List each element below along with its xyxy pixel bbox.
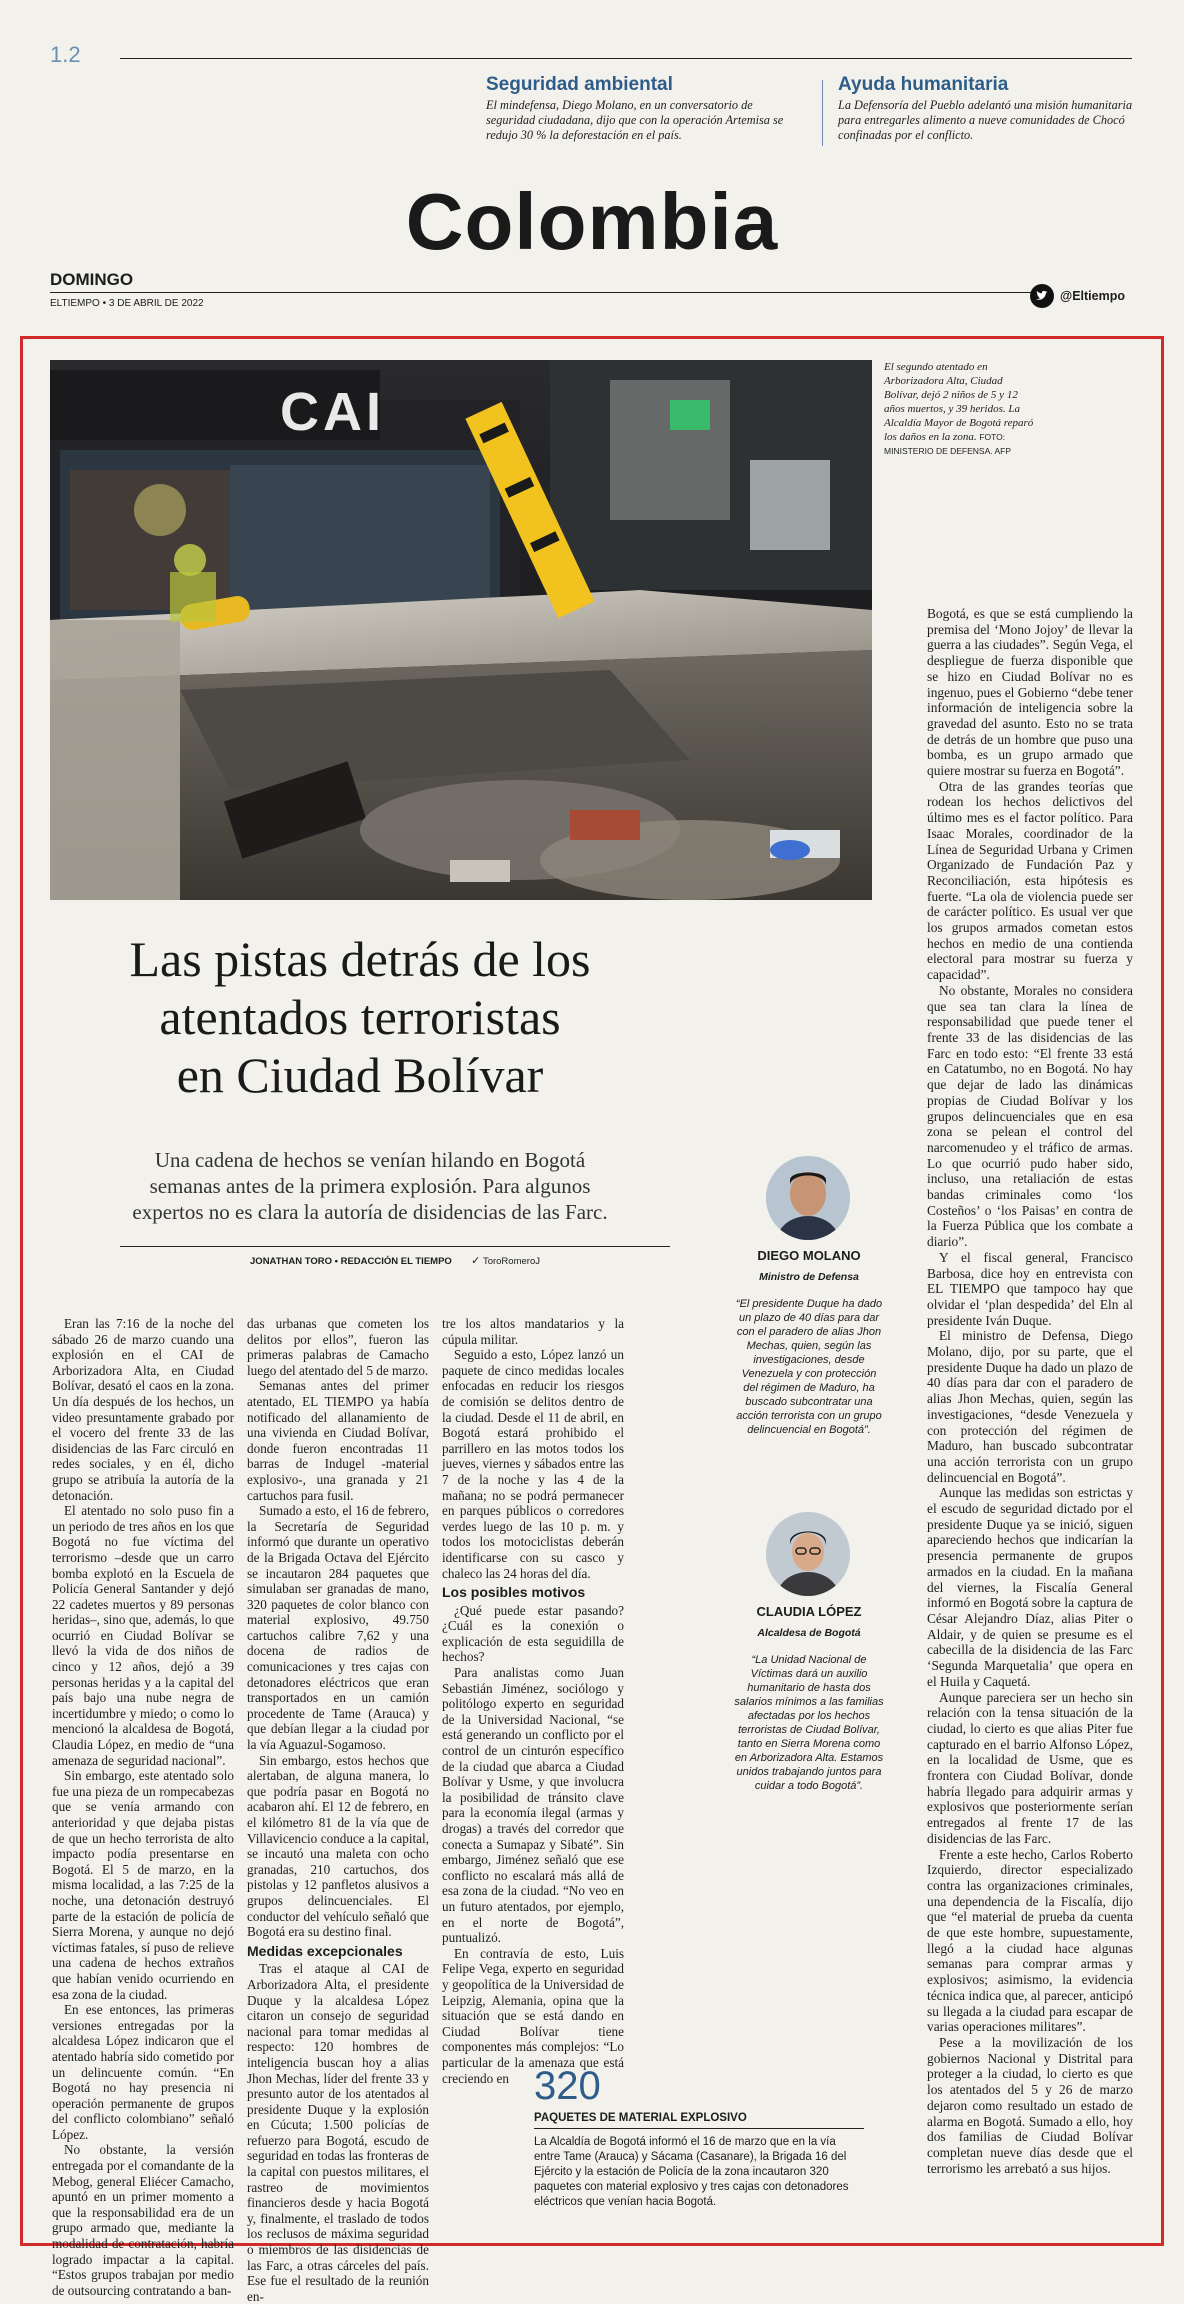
twitter-handle-block[interactable] — [1030, 284, 1125, 308]
body-column-2 — [247, 1316, 429, 2304]
article-headline — [40, 930, 680, 1104]
subhead-medidas: Medidas excepcionales — [247, 1942, 403, 1959]
body-paragraph: Y el fiscal general, Francisco Barbosa, dice hoy en entrevista con EL TIEMPO que tampoco hay que olvidar el ‘plan despedida’ del Eln al presidente Iván Duque. — [927, 1249, 1133, 1328]
body-column-1 — [52, 1316, 234, 2298]
teaser-2-text: La Defensoría del Pueblo adelantó una misión humanitaria para entregarles alimento a nueve comunidades de Chocó confinadas por el conflicto. — [838, 98, 1133, 142]
byline-twitter-handle[interactable]: ToroRomeroJ — [482, 1256, 540, 1267]
body-paragraph: En ese entonces, las primeras versiones entregadas por la alcaldesa López indicaron que el atentado habría sido cometido por un delincuente común. “En Bogotá no hay presencia ni operación permanente de grupos del conflicto colombiano” señaló López. — [52, 2002, 234, 2142]
quote-molano-name: DIEGO MOLANO — [757, 1248, 861, 1263]
teaser-1-text: El mindefensa, Diego Molano, en un conversatorio de seguridad ciudadana, dijo que con la operación Artemisa se redujo 30 % la deforestación en el país. — [486, 98, 784, 142]
teaser-divider — [822, 80, 823, 146]
body-column-3 — [442, 1316, 624, 2086]
stat-rule — [534, 2128, 864, 2129]
photo-credit: FOTO: MINISTERIO DE DEFENSA. AFP — [884, 432, 1012, 456]
byline — [120, 1254, 670, 1267]
body-paragraph: Frente a este hecho, Carlos Roberto Izquierdo, director especializado contra las organizaciones criminales, una dependencia de la Fiscalía, dijo que “el material de prueba da cuenta de que este hombre, supuestamente, llegó a la ciudad hace algunas semanas para comprar armas y explosivos; asimismo, la evidencia técnica indica que, al parecer, anticipó su llegada a la ciudad para escapar de varias operaciones militares”. — [927, 1846, 1133, 2035]
dateline: ELTIEMPO • 3 DE ABRIL DE 2022 — [50, 298, 204, 309]
byline-rule — [120, 1246, 670, 1247]
body-paragraph: Eran las 7:16 de la noche del sábado 26 de marzo cuando una explosión en el CAI de Arborizadora Alta, en Ciudad Bolívar, desató el caos en la zona. Un día después de los hechos, un video presuntamente grabado por el vocero del frente 33 de las disidencias de las Farc circuló en redes sociales, y en él, dicho grupo se atribuía la autoría de la detonación. — [52, 1316, 234, 1503]
body-paragraph: Para analistas como Juan Sebastián Jiménez, sociólogo y politólogo experto en seguridad de la Universidad Nacional, “se está generando un conflicto por el control de un cinturón específico de la ciudad que abarca a Ciudad Bolívar y Usme, y que involucra la posibilidad de tránsito clave para la economía ilegal (armas y drogas) a través del corredor que conecta a Sumapaz y Sibaté”. Sin embargo, Jiménez señaló que ese conflicto no escalará más allá de esa zona de la ciudad. “No veo en un futuro atentados, por ejemplo, en el norte de Bogotá”, puntualizó. — [442, 1665, 624, 1946]
teaser-1 — [486, 74, 786, 143]
body-paragraph: das urbanas que cometen los delitos por ellos”, fueron las primeras palabras de Camacho luego del atentado del 5 de marzo. — [247, 1316, 429, 1378]
photo-caption — [884, 360, 1034, 458]
headline-line-2: atentados terroristas — [159, 989, 561, 1045]
cai-damage-scene-image — [50, 360, 872, 900]
body-paragraph: Sin embargo, estos hechos que alertaban, de alguna manera, lo que podría pasar en Bogotá no acabaron ahí. El 12 de febrero, en el kilómetro 81 de la vía que de Villavicencio conduce a la capital, se incautó una maleta con ocho granadas, 210 cartuchos, dos pistolas y 12 panfletos alusivos a grupos delincuenciales. El conductor del vehículo señaló que Bogotá era su destino final. — [247, 1752, 429, 1940]
quote-lopez-role: Alcaldesa de Bogotá — [757, 1627, 861, 1639]
body-paragraph: En contravía de esto, Luis Felipe Vega, experto en seguridad y geopolítica de la Universidad de Leipzig, Alemania, opina que la situación que se está dando en Ciudad Bolívar tiene componentes más complejos: “Lo particular de la amenaza que está creciendo en — [442, 1945, 624, 2086]
quote-lopez-name: CLAUDIA LÓPEZ — [756, 1604, 862, 1619]
body-paragraph: Otra de las grandes teorías que rodean los hechos delictivos del último mes es el factor político. Para Isaac Morales, coordinador de la Línea de Seguridad Urbana y Crimen Organizado de Fundación Paz y Reconciliación, esta hipótesis es fuerte. “La ola de violencia puede ser de carácter político. Es usual ver que los grupos armados cometan estos hechos en medio de una contienda electoral para mostrar su fuerza y capacidad”. — [927, 778, 1133, 983]
avatar-diego-molano — [766, 1156, 850, 1240]
headline-line-3: en Ciudad Bolívar — [176, 1047, 544, 1103]
body-paragraph: Sin embargo, este atentado solo fue una pieza de un rompecabezas que se venía armando con anterioridad y que dejaba pistas de que un hecho terrorista de alto impacto podía presentarse en Bogotá. El 5 de marzo, en la misma localidad, a las 7:25 de la noche, una detonación destruyó parte de la estación de policía de Sierra Morena, y aunque no dejó víctimas fatales, sí puso de relieve una cadena de hechos extraños que habían venido ocurriendo en esa zona de la ciudad. — [52, 1768, 234, 2002]
lead-photo — [50, 360, 872, 900]
body-paragraph: Semanas antes del primer atentado, EL TIEMPO ya había notificado del allanamiento de una vivienda en Ciudad Bolívar, donde fueron encontradas 11 barras de Indugel -material explosivo-, una granada y 21 cartuchos para fusil. — [247, 1378, 429, 1503]
quote-molano — [734, 1248, 884, 1437]
avatar-claudia-lopez — [766, 1512, 850, 1596]
body-paragraph: El atentado no solo puso fin a un periodo de tres años en los que Bogotá no fue víctima del terrorismo –desde que un carro bomba explotó en la Escuela de Policía General Santander y dejó 22 cadetes muertos y 89 personas heridas–, sino que, además, lo que ocurrió en Ciudad Bolívar se llevó la vida de dos niños de cinco y 12 años, dejó a 39 personas heridas y a la capital del país bajo una nube negra de incertidumbre y miedo; o como lo mencionó la alcaldesa de Bogotá, Claudia López, en medio de “una amenaza de seguridad nacional”. — [52, 1503, 234, 1768]
stat-label: PAQUETES DE MATERIAL EXPLOSIVO — [534, 2112, 747, 2124]
quote-lopez-text: “La Unidad Nacional de Víctimas dará un auxilio humanitario de hasta dos salarios mínimos a las familias afectadas por los hechos terroristas de Ciudad Bolívar, tanto en Sierra Morena como en Arborizadora Alta. Estamos unidos trabajando juntos para cuidar a todo Bogotá”. — [734, 1654, 884, 1792]
teaser-2 — [838, 74, 1138, 143]
subhead-motivos: Los posibles motivos — [442, 1584, 586, 1601]
body-paragraph: ¿Qué puede estar pasando? ¿Cuál es la conexión o explicación de esta seguidilla de hechos? — [442, 1602, 624, 1665]
section-title: Colombia — [405, 177, 779, 266]
body-paragraph: Tras el ataque al CAI de Arborizadora Alta, el presidente Duque y la alcaldesa López citaron un consejo de seguridad nacional para tomar medidas al respecto: 120 hombres de inteligencia buscan hoy a alias Jhon Mechas, líder del frente 33 y presunto autor de los atentados al presidente Duque y la explosión en Cúcuta; 1.500 policías de refuerzo para Bogotá, escudo de seguridad en todas las fronteras de la capital con puestos militares, el rastreo de movimientos financieros desde y hacia Bogotá y, finalmente, el traslado de todos los reclusos de máxima seguridad o miembros de las disidencias de las Farc, a otras cárceles del país. Ese fue el resultado de la reunión en- — [247, 1961, 429, 2304]
body-paragraph: No obstante, Morales no considera que sea tan clara la línea de responsabilidad que puede tener el frente 33 de las disidencias de las Farc en todo esto: “El frente 33 está en Catatumbo, no en Bogotá. No hay que dejar de lado las dinámicas propias de Ciudad Bolívar y los grupos delincuenciales que en esa zona se pelean el control del narcomenudeo y el tráfico de armas. Lo que ocurrió pudo haber sido, incluso, una retaliación de estas bandas criminales como ‘los Costeños’ o ‘los Paisas’ en contra de la Fuerza Pública que los combate a diario”. — [927, 982, 1133, 1250]
deck-line-3: expertos no es clara la autoría de disidencias de las Farc. — [132, 1200, 608, 1224]
body-paragraph: El ministro de Defensa, Diego Molano, dijo, por su parte, que el presidente Duque ha dado un plazo de 40 días para dar con el paradero de alias Jhon Mechas, quien, según las investigaciones, “desde Venezuela y con protección del régimen de Maduro, han buscado subcontratar una acción terrorista con un grupo delincuencial en Bogotá”. — [927, 1328, 1133, 1485]
deck-line-1: Una cadena de hechos se venían hilando en Bogotá — [154, 1148, 586, 1172]
photo-caption-text: El segundo atentado en Arborizadora Alta, Ciudad Bolívar, dejó 2 niños de 5 y 12 años muertos, y 39 heridos. La Alcaldía Mayor de Bogotá reparó los daños en la zona. — [884, 361, 1034, 443]
cai-sign-text: CAI — [280, 382, 385, 442]
day-label: DOMINGO — [50, 270, 134, 289]
page-number: 1.2 — [50, 42, 81, 67]
quote-lopez — [734, 1604, 884, 1793]
stat-number: 320 — [534, 2064, 601, 2108]
stat-text: La Alcaldía de Bogotá informó el 16 de marzo que en la vía entre Tame (Arauca) y Sácama (Casanare), la Brigada 16 del Ejército y la estación de Policía de la zona incautaron 320 paquetes con material explosivo y tres cajas con detonadores eléctricos que venían hacia Bogotá. — [534, 2136, 849, 2208]
byline-twitter-icon: ✓ — [471, 1255, 481, 1267]
body-paragraph: No obstante, la versión entregada por el comandante de la Mebog, general Eliécer Camacho, apuntó en un primer momento a que la responsabilidad era de un grupo armado que, mediante la modalidad de contratación, habría logrado impactar a la capital. “Estos grupos trabajan por medio de outsourcing contratando a ban- — [52, 2142, 234, 2298]
body-column-5 — [927, 606, 1133, 2176]
body-paragraph: Pese a la movilización de los gobiernos Nacional y Distrital para proteger a la ciudad, lo cierto es que los atentados del 5 y 26 de marzo dejaron como resultado un estado de alarma en Bogotá. Sumado a ello, hoy dos familias de Ciudad Bolívar completan nueve días desde que el terrorismo les arrebató a sus hijos. — [927, 2034, 1133, 2176]
masthead-rule — [50, 292, 1050, 293]
deck-line-2: semanas antes de la primera explosión. Para algunos — [149, 1174, 591, 1198]
quote-molano-text: “El presidente Duque ha dado un plazo de 40 días para dar con el paradero de alias Jhon Mechas, quien, según las investigaciones, desde Venezuela y con protección del régimen de Maduro, ha buscado subcontratar una acción terrorista con un grupo delincuencial en Bogotá”. — [735, 1298, 883, 1436]
teaser-2-title: Ayuda humanitaria — [838, 74, 1009, 95]
top-rule — [120, 58, 1132, 59]
body-paragraph: Seguido a esto, López lanzó un paquete de cinco medidas locales enfocadas en reducir los riesgos de comisión se delitos dentro de la ciudad. Desde el 11 de abril, en Bogotá estará prohibido el parrillero en las motos todos los jueves, viernes y sábados entre las 7 de la noche y las 4 de la mañana; no se podrá permanecer en parques públicos o corredores verdes luego de las 10 p. m. y todos los motociclistas deberán identificarse con su casco y chaleco las 24 horas del día. — [442, 1347, 624, 1581]
body-paragraph: Aunque las medidas son estrictas y el escudo de seguridad dictado por el presidente Duque ya se inició, siguen apareciendo hechos que indicarían la presencia permanente de grupos armados en la ciudad. En la mañana del viernes, la Fiscalía General informó en Bogotá sobre la captura de César Alejandro Díaz, alias Piter o Aldair, y de quien se presume es el cabecilla de la disidencia de las Farc ‘Segunda Marquetalia’ que opera en el Huila y Caquetá. — [927, 1485, 1133, 1689]
twitter-bird-icon — [1030, 284, 1054, 308]
twitter-handle: @Eltiempo — [1060, 289, 1125, 303]
headline-line-1: Las pistas detrás de los — [129, 931, 591, 987]
teaser-1-title: Seguridad ambiental — [486, 74, 673, 95]
stat-box — [534, 2064, 864, 2210]
body-paragraph: Bogotá, es que se está cumpliendo la premisa del ‘Mono Jojoy’ de llevar la guerra a las ciudades”. Según Vega, el despliegue de fuerza disponible que se hizo en Ciudad Bolívar no es ingenuo, pues el Gobierno “debe tener información de inteligencia sobre la gravedad del asunto. Esto no se trata de detrás de un hombre que puso una bomba, es un grupo armado que quiere mostrar su fuerza en Bogotá”. — [927, 606, 1133, 779]
body-paragraph: Sumado a esto, el 16 de febrero, la Secretaría de Seguridad informó que durante un operativo de la Brigada Octava del Ejército se incautaron 284 paquetes que simulaban ser granadas de mano, 320 paquetes de color blanco con material explosivo, 49.750 cartuchos calibre 7,62 y una docena de radios de comunicaciones y tres cajas con detonadores eléctricos que eran transportados en un camión procedente de Tame (Arauca) y que debían llegar a la ciudad por la vía Aguazul-Sogamoso. — [247, 1503, 429, 1753]
quote-molano-role: Ministro de Defensa — [759, 1271, 859, 1283]
body-paragraph: Aunque pareciera ser un hecho sin relación con la tensa situación de la ciudad, lo cierto es que alias Piter fue capturado en el barrio Alfonso López, en la localidad de Usme, que es frontera con Ciudad Bolívar, donde habría llegado para adquirir armas y explosivos que posteriormente serían entregados al frente 17 de las disidencias de las Farc. — [927, 1689, 1133, 1846]
byline-author: JONATHAN TORO • REDACCIÓN EL TIEMPO — [250, 1256, 452, 1267]
body-paragraph: tre los altos mandatarios y la cúpula militar. — [442, 1316, 624, 1347]
article-deck — [60, 1147, 680, 1225]
